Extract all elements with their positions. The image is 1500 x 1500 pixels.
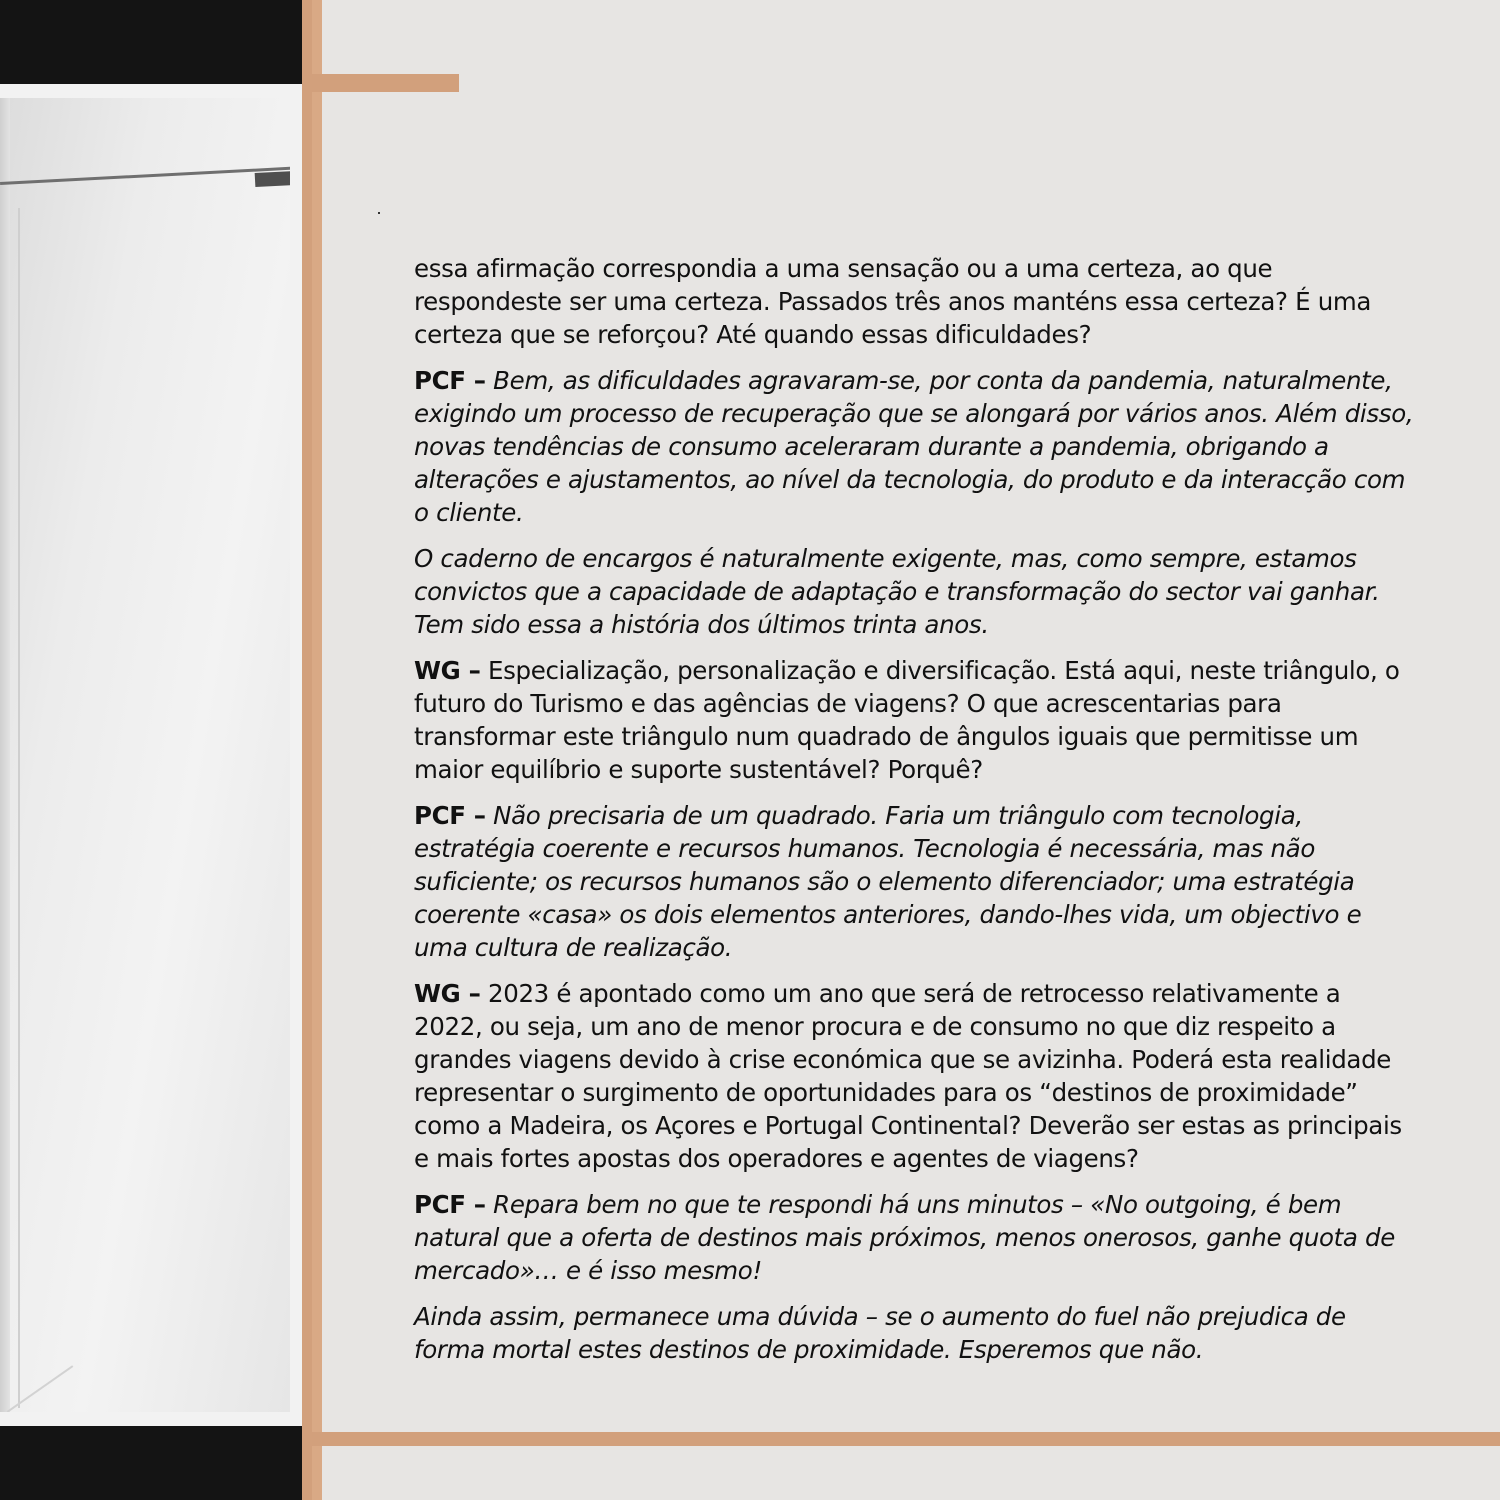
paragraph-text: Ainda assim, permanece uma dúvida – se o aumento do fuel não prejudica de forma mortal estes destinos de proximidade. Esperemos que não. bbox=[414, 1302, 1346, 1364]
frame-top-bar bbox=[302, 74, 459, 92]
paragraph-answer bbox=[414, 1188, 1414, 1287]
speaker-label: PCF – bbox=[414, 366, 486, 395]
paragraph-text: Bem, as dificuldades agravaram-se, por conta da pandemia, naturalmente, exigindo um processo de recuperação que se alongará por vários anos. Além disso, novas tendências de consumo aceleraram durante a pandemia, obrigando a alterações e ajustamentos, ao nível da tecnologia, do produto e da interacção com o cliente. bbox=[414, 366, 1414, 527]
paragraph-answer bbox=[414, 542, 1414, 641]
speaker-label: PCF – bbox=[414, 801, 486, 830]
paragraph-text: 2023 é apontado como um ano que será de retrocesso relativamente a 2022, ou seja, um ano de menor procura e de consumo no que diz respeito a grandes viagens devido à crise económica que se avizinha. Poderá esta realidade representar o surgimento de oportunidades para os “destinos de proximidade” como a Madeira, os Açores e Portugal Continental? Deverão ser estas as principais e mais fortes apostas dos operadores e agentes de viagens? bbox=[414, 979, 1402, 1173]
paragraph-text: Repara bem no que te respondi há uns minutos – «No outgoing, é bem natural que a oferta de destinos mais próximos, menos onerosos, ganhe quota de mercado»… e é isso mesmo! bbox=[414, 1190, 1395, 1285]
photo-slab-line bbox=[0, 166, 290, 185]
photo-edge bbox=[0, 98, 10, 1412]
stray-mark bbox=[378, 212, 380, 214]
paragraph-text: Não precisaria de um quadrado. Faria um triângulo com tecnologia, estratégia coerente e recursos humanos. Tecnologia é necessária, mas não suficiente; os recursos humanos são o elemento diferenciador; uma estratégia coerente «casa» os dois elementos anteriores, dando-lhes vida, um objectivo e uma cultura de realização. bbox=[414, 801, 1362, 962]
speaker-label: PCF – bbox=[414, 1190, 486, 1219]
photo-joint bbox=[18, 208, 20, 1408]
speaker-label: WG – bbox=[414, 979, 481, 1008]
paragraph-answer bbox=[414, 364, 1414, 529]
photo-joint-diagonal bbox=[7, 1365, 74, 1412]
frame-bottom-bar bbox=[302, 1432, 1500, 1446]
paragraph-question bbox=[414, 252, 1414, 351]
frame-vertical-inner bbox=[312, 0, 322, 1500]
photo-slab-shadow bbox=[255, 171, 290, 187]
paragraph-question bbox=[414, 654, 1414, 786]
paragraph-text: O caderno de encargos é naturalmente exigente, mas, como sempre, estamos convictos que a capacidade de adaptação e transformação do sector vai ganhar. Tem sido essa a história dos últimos trinta anos. bbox=[414, 544, 1380, 639]
paragraph-question bbox=[414, 977, 1414, 1175]
interview-photo bbox=[0, 98, 290, 1412]
paragraph-answer bbox=[414, 799, 1414, 964]
paragraph-text: Especialização, personalização e diversificação. Está aqui, neste triângulo, o futuro do Turismo e das agências de viagens? O que acrescentarias para transformar este triângulo num quadrado de ângulos iguais que permitisse um maior equilíbrio e suporte sustentável? Porquê? bbox=[414, 656, 1400, 784]
speaker-label: WG – bbox=[414, 656, 481, 685]
paragraph-answer bbox=[414, 1300, 1414, 1366]
article-body bbox=[414, 252, 1414, 1379]
paragraph-text: essa afirmação correspondia a uma sensação ou a uma certeza, ao que respondeste ser uma certeza. Passados três anos manténs essa certeza? É uma certeza que se reforçou? Até quando essas dificuldades? bbox=[414, 254, 1372, 349]
